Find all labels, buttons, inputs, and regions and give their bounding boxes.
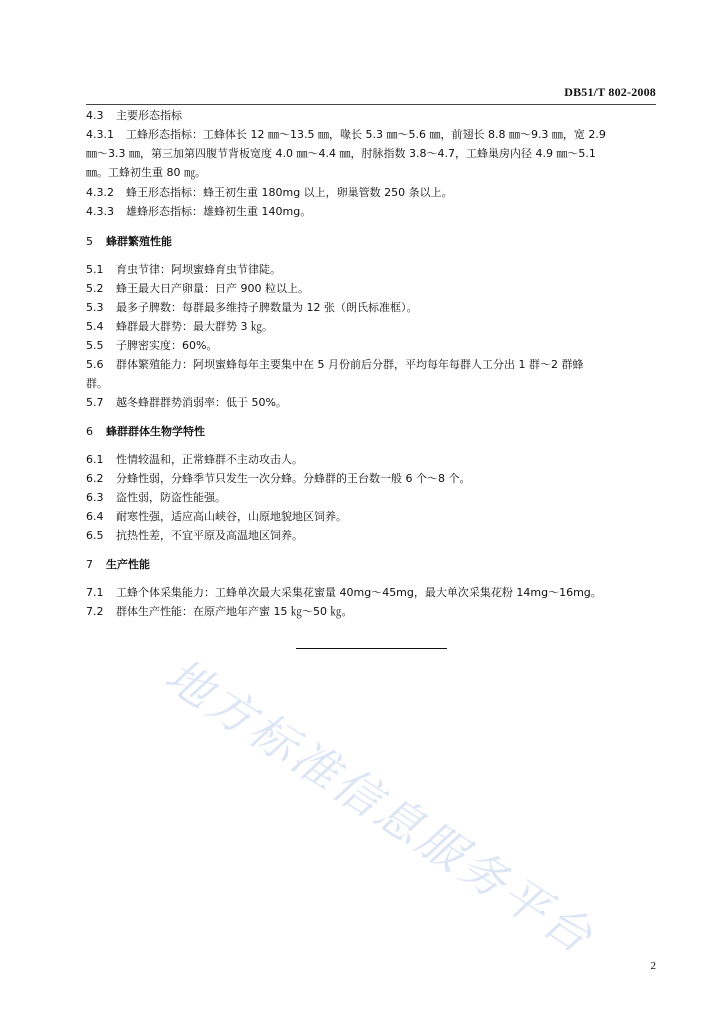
clause-text: 雄蜂形态指标：雄蜂初生重 140mg。 bbox=[126, 205, 312, 218]
clause-text: 工蜂形态指标：工蜂体长 12 ㎜～13.5 ㎜，喙长 5.3 ㎜～5.6 ㎜，前翅长 8.8 ㎜～9.3 ㎜，宽 2.9 bbox=[126, 128, 606, 141]
clause-6-2 bbox=[86, 471, 471, 486]
clause-6-4 bbox=[86, 509, 347, 524]
clause-number: 5.5 bbox=[86, 339, 104, 352]
clause-text: 蜂王最大日产卵量：日产 900 粒以上。 bbox=[116, 282, 309, 295]
clause-number: 4.3.2 bbox=[86, 186, 114, 199]
clause-number: 5.7 bbox=[86, 396, 104, 409]
clause-number: 4.3.3 bbox=[86, 205, 114, 218]
section-title: 蜂群繁殖性能 bbox=[106, 235, 172, 248]
clause-text: 群体繁殖能力：阿坝蜜蜂每年主要集中在 5 月份前后分群，平均每年每群人工分出 1 群～2 群蜂 bbox=[116, 358, 584, 371]
clause-number: 4.3.1 bbox=[86, 128, 114, 141]
standard-code: DB51/T 802-2008 bbox=[564, 85, 656, 99]
clause-4-3-2 bbox=[86, 185, 453, 200]
clause-6-1 bbox=[86, 452, 303, 467]
clause-text: 蜂王形态指标：蜂王初生重 180mg 以上，卵巢管数 250 条以上。 bbox=[126, 186, 453, 199]
clause-number: 7.2 bbox=[86, 605, 104, 618]
clause-number: 7.1 bbox=[86, 586, 104, 599]
clause-text: 最多子脾数：每群最多维持子脾数量为 12 张（朗氏标准框）。 bbox=[116, 301, 418, 314]
clause-text: 育虫节律：阿坝蜜蜂育虫节律陡。 bbox=[116, 263, 281, 276]
section-heading-6 bbox=[86, 424, 205, 439]
clause-5-2 bbox=[86, 281, 309, 296]
clause-text: 耐寒性强，适应高山峡谷，山原地貌地区饲养。 bbox=[116, 510, 347, 523]
section-title: 生产性能 bbox=[106, 558, 150, 571]
clause-4-3-1 bbox=[86, 127, 606, 142]
clause-5-6-continued: 群。 bbox=[86, 377, 108, 390]
section-title: 蜂群群体生物学特性 bbox=[106, 425, 205, 438]
section-number: 5 bbox=[86, 235, 93, 248]
clause-5-1 bbox=[86, 262, 281, 277]
clause-text: 子脾密实度：60%。 bbox=[116, 339, 218, 352]
clause-5-7 bbox=[86, 395, 287, 410]
clause-number: 6.3 bbox=[86, 491, 104, 504]
clause-text: 蜂群最大群势：最大群势 3 ㎏。 bbox=[116, 320, 273, 333]
clause-number: 5.6 bbox=[86, 358, 104, 371]
clause-number: 6.4 bbox=[86, 510, 104, 523]
section-number: 6 bbox=[86, 425, 93, 438]
end-of-text-rule bbox=[296, 648, 447, 649]
clause-number: 5.4 bbox=[86, 320, 104, 333]
clause-4-3-1-continued: ㎜。工蜂初生重 80 ㎎。 bbox=[86, 166, 206, 179]
watermark: 地方标准信息服务平台 bbox=[155, 647, 605, 966]
clause-number: 5.1 bbox=[86, 263, 104, 276]
section-number: 4.3 bbox=[86, 109, 104, 122]
clause-6-3 bbox=[86, 490, 226, 505]
clause-5-3 bbox=[86, 300, 418, 315]
clause-text: 工蜂个体采集能力：工蜂单次最大采集花蜜量 40mg～45mg，最大单次采集花粉 14mg～16mg。 bbox=[116, 586, 602, 599]
clause-7-2 bbox=[86, 604, 352, 619]
clause-text: 性情较温和，正常蜂群不主动攻击人。 bbox=[116, 453, 303, 466]
section-title: 主要形态指标 bbox=[116, 109, 182, 122]
clause-4-3-1-continued: ㎜～3.3 ㎜，第三加第四腹节背板宽度 4.0 ㎜～4.4 ㎜，肘脉指数 3.8～4.7，工蜂巢房内径 4.9 ㎜～5.1 bbox=[86, 147, 596, 160]
clause-5-5 bbox=[86, 338, 217, 353]
clause-5-4 bbox=[86, 319, 273, 334]
clause-4-3-3 bbox=[86, 204, 311, 219]
clause-number: 6.2 bbox=[86, 472, 104, 485]
clause-number: 6.5 bbox=[86, 529, 104, 542]
clause-text: 抗热性差，不宜平原及高温地区饲养。 bbox=[116, 529, 303, 542]
section-heading-7 bbox=[86, 557, 150, 572]
clause-text: 分蜂性弱，分蜂季节只发生一次分蜂。分蜂群的王台数一般 6 个～8 个。 bbox=[116, 472, 471, 485]
subsection-heading-4-3 bbox=[86, 108, 182, 123]
clause-7-1 bbox=[86, 585, 602, 600]
clause-number: 5.2 bbox=[86, 282, 104, 295]
clause-5-6 bbox=[86, 357, 583, 372]
clause-number: 5.3 bbox=[86, 301, 104, 314]
page-number: 2 bbox=[650, 960, 656, 972]
section-number: 7 bbox=[86, 558, 93, 571]
clause-text: 群体生产性能：在原产地年产蜜 15 ㎏～50 ㎏。 bbox=[116, 605, 353, 618]
clause-text: 盗性弱，防盗性能强。 bbox=[116, 491, 226, 504]
header-rule bbox=[86, 104, 656, 105]
clause-6-5 bbox=[86, 528, 303, 543]
clause-number: 6.1 bbox=[86, 453, 104, 466]
section-heading-5 bbox=[86, 234, 172, 249]
clause-text: 越冬蜂群群势消弱率：低于 50%。 bbox=[116, 396, 287, 409]
